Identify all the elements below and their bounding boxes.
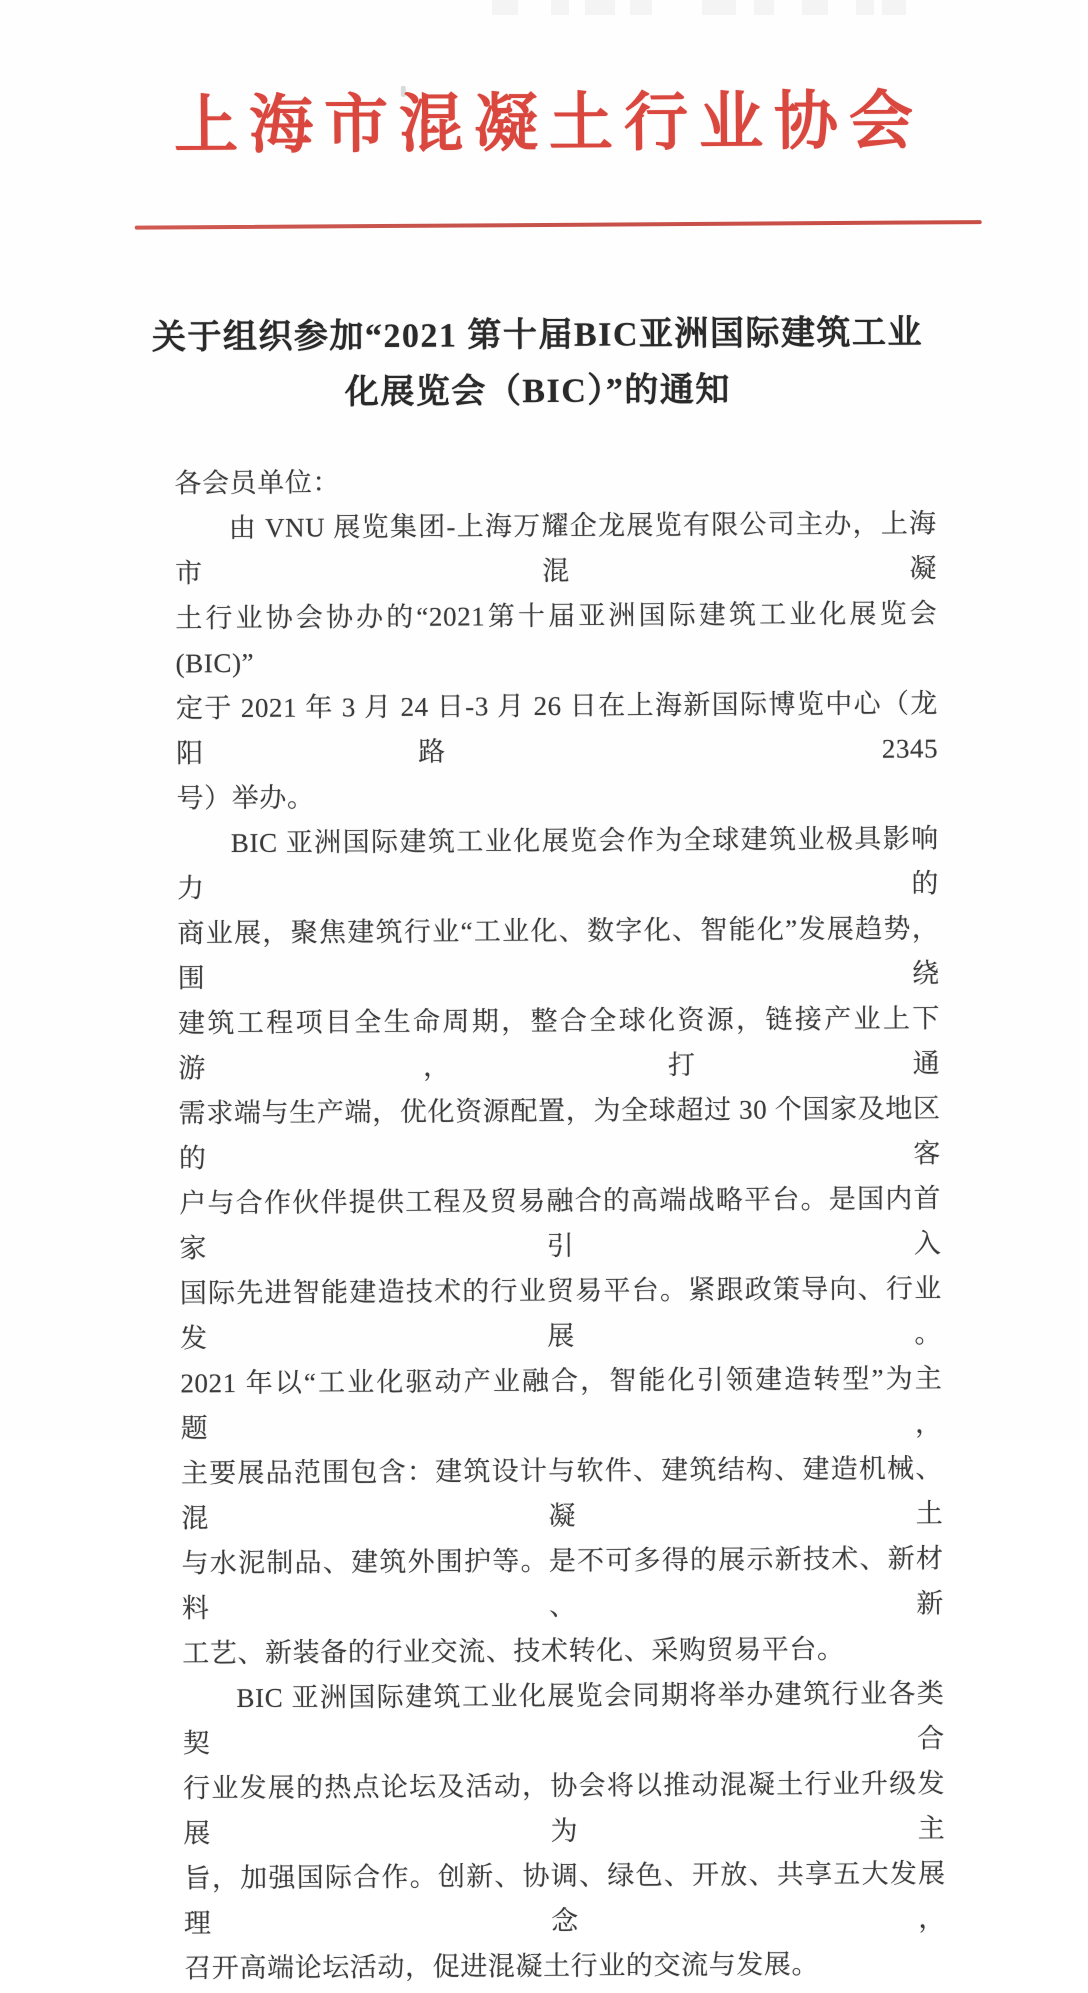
body-line: 旨，加强国际合作。创新、协调、绿色、开放、共享五大发展理念， (183, 1858, 947, 1939)
paragraph (175, 501, 939, 821)
body-line: 商业展，聚焦建筑行业“工业化、数字化、智能化”发展趋势，围绕 (177, 913, 940, 994)
body-line: 定于 2021 年 3 月 24 日-3 月 26 日在上海新国际博览中心（龙阳路 2345 (175, 688, 939, 769)
body-line: 由 VNU 展览集团-上海万耀企龙展览有限公司主办，上海市混凝 (174, 508, 938, 589)
letterhead-org-name: 上海市混凝土行业协会 (173, 85, 925, 162)
body-line: 号）举办。 (176, 782, 315, 814)
paragraph (182, 1671, 946, 1991)
body-line: 建筑工程项目全生命周期，整合全球化资源，链接产业上下游，打通 (177, 1003, 941, 1084)
notice-title-line-1: 关于组织参加“2021 第十届BIC亚洲国际建筑工业 (151, 314, 924, 357)
salutation: 各会员单位： (174, 467, 341, 499)
body-line: 工艺、新装备的行业交流、技术转化、采购贸易平台。 (182, 1634, 845, 1669)
letterhead-divider-rule (135, 220, 982, 230)
body-paragraphs (175, 501, 947, 1991)
notice-title (77, 305, 998, 423)
body-line: 2021 年以“工业化驱动产业融合，智能化引领建造转型”为主题， (180, 1363, 943, 1444)
notice-body (174, 456, 946, 1991)
body-line: 行业发展的热点论坛及活动，协会将以推动混凝土行业升级发展为主 (182, 1768, 946, 1849)
notice-title-line-2: 化展览会（BIC）”的通知 (344, 371, 731, 412)
paragraph (177, 816, 945, 1676)
body-line: 与水泥制品、建筑外围护等。是不可多得的展示新技术、新材料、新 (181, 1543, 944, 1624)
body-line: 国际先进智能建造技术的行业贸易平台。紧跟政策导向、行业发展。 (179, 1273, 943, 1354)
body-line: 需求端与生产端，优化资源配置，为全球超过 30 个国家及地区的客 (178, 1093, 941, 1174)
body-line: 主要展品范围包含：建筑设计与软件、建筑结构、建造机械、混凝土 (180, 1453, 944, 1534)
body-line: BIC 亚洲国际建筑工业化展览会作为全球建筑业极具影响力的 (177, 823, 940, 904)
body-line: 户与合作伙伴提供工程及贸易融合的高端战略平台。是国内首家引入 (179, 1183, 942, 1264)
body-line: BIC 亚洲国际建筑工业化展览会同期将举办建筑行业各类契合 (182, 1678, 945, 1759)
body-line: 土行业协会协办的“2021第十届亚洲国际建筑工业化展览会(BIC)” (175, 598, 938, 679)
body-line: 召开高端论坛活动，促进混凝土行业的交流与发展。 (184, 1949, 820, 1984)
